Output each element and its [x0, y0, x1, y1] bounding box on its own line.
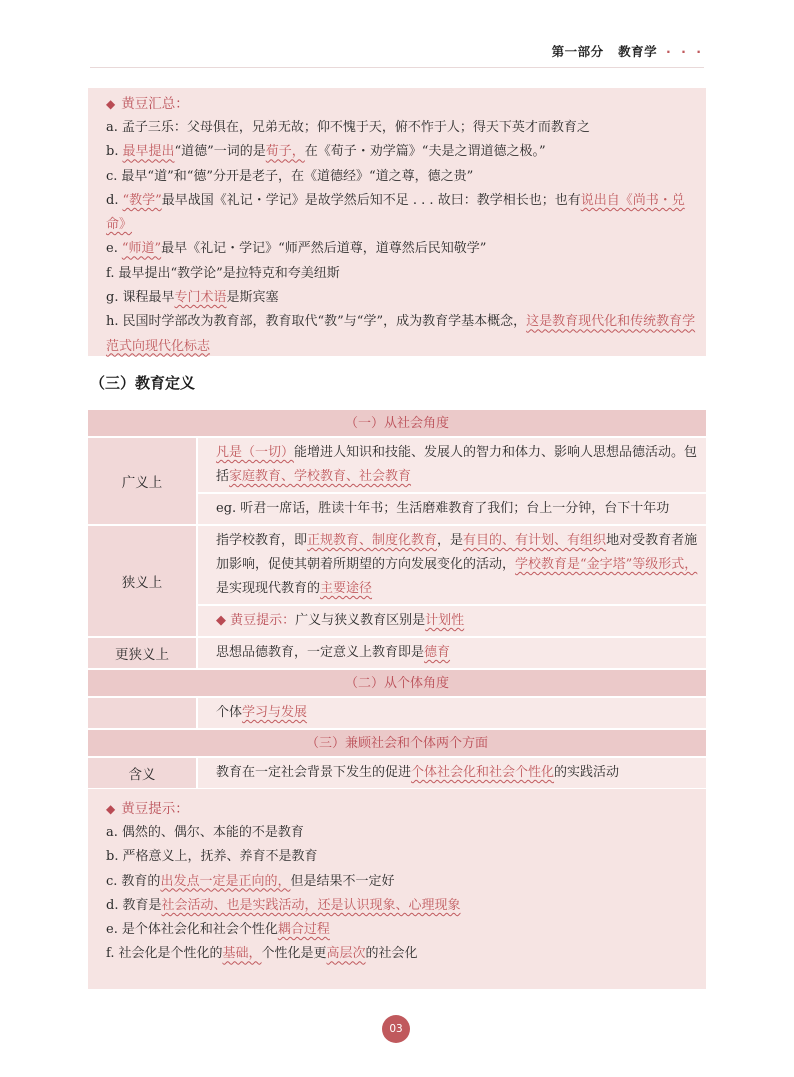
tips-title: ◆ 黄豆提示： [106, 801, 189, 817]
band-individual: （二）从个体角度 [88, 670, 706, 698]
page-number: 03 [382, 1015, 410, 1043]
tip-item-e: e. 是个体社会化和社会个性化耦合过程 [106, 922, 330, 938]
header-subject: 教育学 [618, 44, 658, 59]
band-social: （一）从社会角度 [88, 410, 706, 438]
header-rule [90, 67, 704, 68]
summary-item-h: h. 民国时学部改为教育部，教育取代“教”与“学”，成为教育学基本概念，这是教育现代化和传统教育学范式向现代化标志 [106, 314, 696, 354]
header-dots: · · · [666, 44, 704, 59]
label-individual-empty [88, 698, 196, 730]
diamond-icon: ◆ [106, 802, 116, 816]
label-broad: 广义上 [88, 438, 196, 526]
summary-item-b: b. 最早提出“道德”一词的是荀子，在《荀子・劝学篇》“夫是之谓道德之极。” [106, 144, 546, 160]
running-header [552, 42, 704, 60]
meaning-definition: 教育在一定社会背景下发生的促进个体社会化和社会个性化的实践活动 [196, 758, 706, 790]
summary-item-a: a. 孟子三乐：父母俱在，兄弟无故；仰不愧于天，俯不怍于人；得天下英才而教育之 [106, 120, 590, 135]
broad-definition: 凡是（一切）能增进人知识和技能、发展人的智力和体力、影响人思想品德活动。包括家庭教育、学校教育、社会教育 [196, 438, 706, 494]
tip-item-b: b. 严格意义上，抚养、养育不是教育 [106, 849, 318, 865]
summary-box [88, 88, 706, 356]
summary-item-f: f. 最早提出“教学论”是拉特克和夸美纽斯 [106, 265, 340, 281]
row-narrower [88, 638, 706, 670]
label-narrower: 更狭义上 [88, 638, 196, 670]
tips-box [88, 789, 706, 989]
row-meaning [88, 758, 706, 790]
summary-title: ◆ 黄豆汇总： [106, 96, 189, 112]
band-both: （三）兼顾社会和个体两个方面 [88, 730, 706, 758]
row-narrow [88, 526, 706, 638]
summary-item-d: d. “教学”最早战国《礼记・学记》是故学然后知不足 . . . 故曰：教学相长也；也有说出自《尚书・兑命》 [106, 192, 685, 233]
label-narrow: 狭义上 [88, 526, 196, 638]
row-individual [88, 698, 706, 730]
individual-definition: 个体学习与发展 [196, 698, 706, 730]
narrow-definition: 指学校教育，即正规教育、制度化教育，是有目的、有计划、有组织地对受教育者施加影响，促使其朝着所期望的方向发展变化的活动，学校教育是“金字塔”等级形式，是实现现代教育的主要途径 [196, 526, 706, 606]
tip-item-f: f. 社会化是个性化的基础，个性化是更高层次的社会化 [106, 946, 418, 962]
definition-table [88, 410, 706, 790]
header-section: 第一部分 [551, 44, 604, 59]
summary-item-c: c. 最早“道”和“德”分开是老子，在《道德经》“道之尊，德之贵” [106, 168, 474, 184]
narrow-tip: ◆ 黄豆提示：广义与狭义教育区别是计划性 [196, 606, 706, 638]
diamond-icon: ◆ [106, 97, 116, 111]
tip-item-d: d. 教育是社会活动、也是实践活动，还是认识现象、心理现象 [106, 897, 461, 913]
broad-example: eg. 听君一席话，胜读十年书；生活磨难教育了我们；台上一分钟，台下十年功 [196, 494, 706, 526]
summary-item-g: g. 课程最早专门术语是斯宾塞 [106, 290, 279, 306]
tip-item-a: a. 偶然的、偶尔、本能的不是教育 [106, 825, 304, 840]
tip-item-c: c. 教育的出发点一定是正向的，但是结果不一定好 [106, 873, 395, 889]
row-broad [88, 438, 706, 526]
section-title: （三）教育定义 [90, 374, 196, 392]
label-meaning: 含义 [88, 758, 196, 790]
narrower-definition: 思想品德教育，一定意义上教育即是德育 [196, 638, 706, 670]
summary-item-e: e. “师道”最早《礼记・学记》“师严然后道尊，道尊然后民知敬学” [106, 241, 487, 257]
